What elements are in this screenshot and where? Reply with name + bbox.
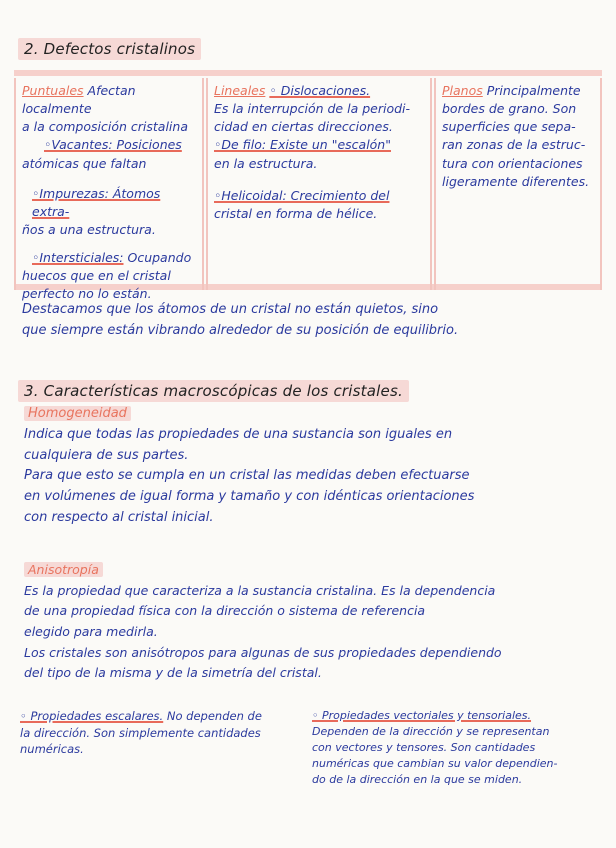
anisotropia-p4: Los cristales son anisótropos para algunas de sus propiedades dependiendo [24,644,502,660]
escalares-l1: No dependen de [166,709,262,723]
homogeneidad-p1: Indica que todas las propiedades de una sustancia son iguales en [24,426,453,442]
planos-head: Planos [442,83,483,98]
vectoriales-head: ◦ Propiedades vectoriales y tensoriales. [312,709,532,722]
section-2-title [18,38,201,60]
vibration-note [22,300,592,342]
intersticiales-body3: perfecto no lo están. [22,286,152,302]
vectoriales-l1: Dependen de la dirección y se representan [312,724,550,738]
puntuales-head: Puntuales [22,83,84,98]
anisotropia-p5: del tipo de la misma y de la simetría del cristal. [24,665,322,681]
homogeneidad-head: Homogeneidad [24,406,131,421]
note-line2: que siempre están vibrando alrededor de su posición de equilibrio. [22,322,459,338]
filo-line: ◦De filo: Existe un "escalón" [214,137,391,153]
intersticiales-head: ◦Intersticiales: [32,250,124,265]
column-lineales [206,78,432,290]
vectoriales-l4: do de la dirección en la que se miden. [312,772,523,786]
homogeneidad-p4: en volúmenes de igual forma y tamaño y con idénticas orientaciones [24,489,475,505]
filo-line2: en la estructura. [214,155,318,171]
planos-line3: superficies que sepa- [442,119,576,135]
helicoidal-line2: cristal en forma de hélice. [214,205,378,221]
lineales-head: Lineales [214,83,266,98]
homogeneidad-p2: cualquiera de sus partes. [24,447,189,463]
homogeneidad-p3: Para que esto se cumpla en un cristal las medidas deben efectuarse [24,468,470,484]
section-3-title [18,380,409,402]
anisotropia-p1: Es la propiedad que caracteriza a la sustancia cristalina. Es la dependencia [24,582,496,598]
section-3-title-text: 3. Características macroscópicas de los cristales. [24,382,403,400]
planos-line1: Principalmente [486,83,581,98]
vectoriales-block [312,708,604,788]
homogeneidad-p5: con respecto al cristal inicial. [24,509,214,525]
intersticiales-body2: huecos que en el cristal [22,268,171,284]
note-line1: Destacamos que los átomos de un cristal no están quietos, sino [22,302,439,317]
escalares-l3: numéricas. [20,742,84,757]
escalares-head: ◦ Propiedades escalares. [20,709,164,723]
column-puntuales [14,78,204,302]
planos-line5: tura con orientaciones [442,155,583,171]
escalares-block [20,708,310,758]
vacantes-body: atómicas que faltan [22,155,147,171]
vectoriales-l2: con vectores y tensores. Son cantidades [312,740,536,754]
section-2-title-text: 2. Defectos cristalinos [24,40,196,58]
lineales-line3: cidad en ciertas direcciones. [214,119,393,135]
puntuales-line2: a la composición cristalina [22,119,188,135]
lineales-line1: ◦ Dislocaciones. [269,83,371,98]
anisotropia-p2: de una propiedad física con la dirección o sistema de referencia [24,603,426,619]
puntuales-line1: Afectan localmente [22,83,136,117]
impurezas-body: ños a una estructura. [22,221,156,237]
anisotropia-p3: elegido para medirla. [24,623,158,639]
escalares-l2: la dirección. Son simplemente cantidades [20,725,261,740]
lineales-line2: Es la interrupción de la periodi- [214,101,411,117]
planos-line4: ran zonas de la estruc- [442,137,586,153]
table-top-bar [14,70,602,76]
vacantes-head: ◦Vacantes: Posiciones [44,137,182,153]
anisotropia-block [24,560,600,684]
planos-line6: ligeramente diferentes. [442,173,590,189]
helicoidal-line: ◦Helicoidal: Crecimiento del [214,187,390,203]
intersticiales-body1: Ocupando [127,250,192,265]
vectoriales-l3: numéricas que cambian su valor dependien- [312,756,558,770]
homogeneidad-block [24,404,594,529]
column-planos [434,78,602,290]
planos-line2: bordes de grano. Son [442,101,577,117]
anisotropia-head: Anisotropía [24,562,103,577]
impurezas-head: ◦Impurezas: Átomos extra- [32,185,161,219]
